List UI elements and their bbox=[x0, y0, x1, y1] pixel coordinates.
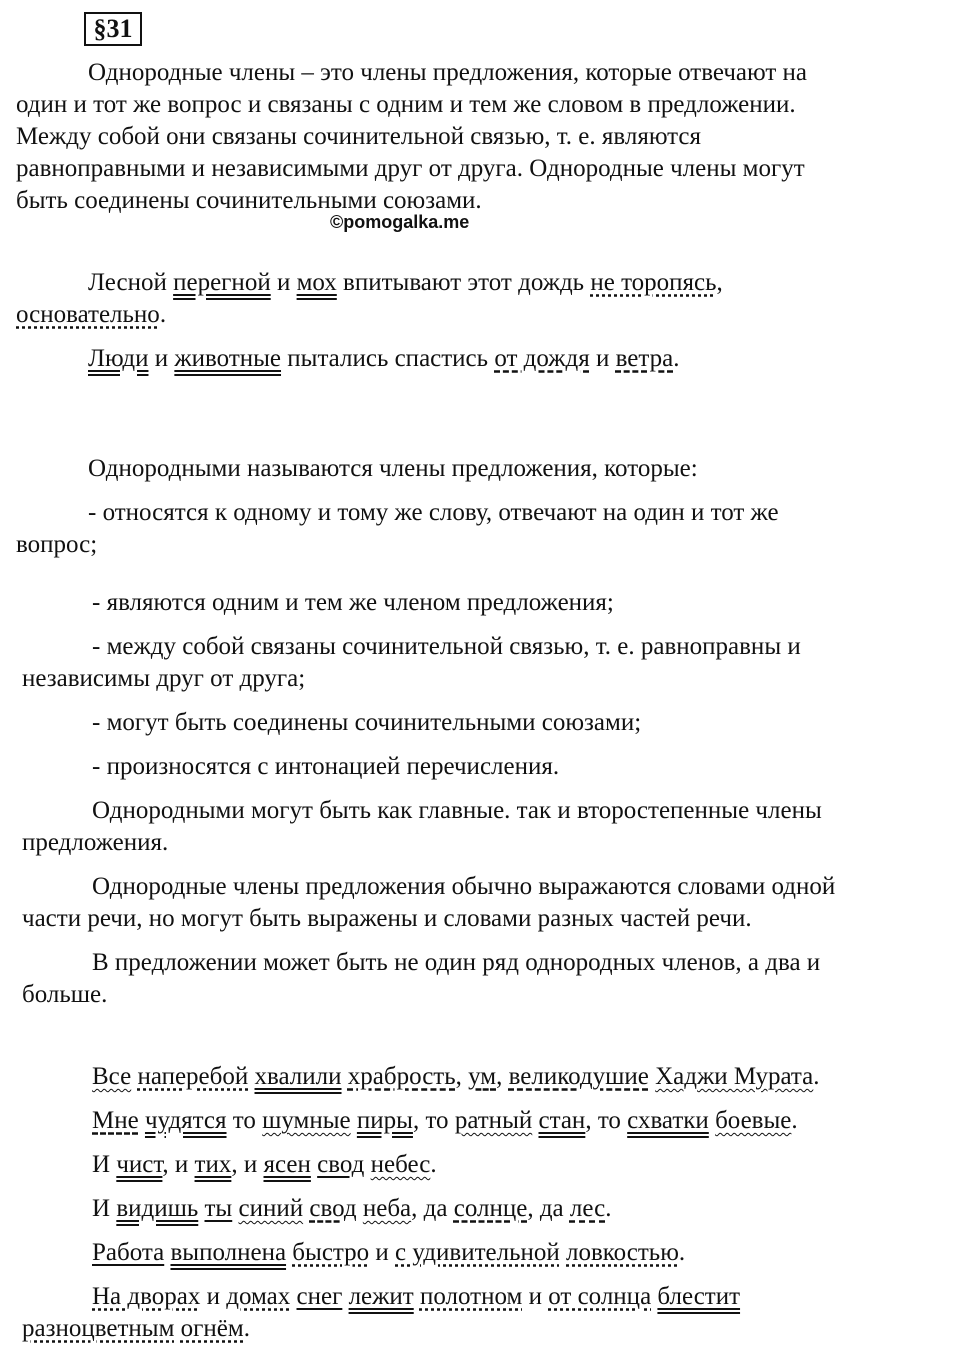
space: . bbox=[430, 1151, 437, 1178]
word-object: от дождя bbox=[494, 345, 590, 372]
paragraph-3-line-2: больше. bbox=[22, 981, 108, 1008]
word-adverbial: ловкостью bbox=[566, 1239, 679, 1266]
word-predicate: видишь bbox=[116, 1195, 199, 1222]
space: . bbox=[791, 1107, 798, 1134]
word: боевые bbox=[715, 1107, 792, 1134]
word-predicate: чудятся bbox=[144, 1107, 227, 1134]
space: И bbox=[92, 1195, 117, 1222]
space: . bbox=[813, 1063, 820, 1090]
word-adverbial: разноцветным bbox=[22, 1315, 175, 1342]
rule-5: - произносятся с интонацией перечисления. bbox=[92, 753, 560, 780]
space: и bbox=[522, 1283, 549, 1310]
word-adverbial: домах bbox=[226, 1283, 291, 1310]
paragraph-1-line-2: предложения. bbox=[22, 829, 169, 856]
space: , да bbox=[527, 1195, 570, 1222]
space: И bbox=[92, 1151, 117, 1178]
word: . bbox=[673, 345, 680, 372]
word-predicate: тих bbox=[194, 1151, 232, 1178]
space: . bbox=[678, 1239, 686, 1266]
word-predicate: чист bbox=[116, 1151, 163, 1178]
sentence-4 bbox=[92, 1194, 611, 1224]
word-object: храбрость bbox=[347, 1063, 456, 1090]
word-subject: Работа bbox=[92, 1239, 165, 1266]
space: , bbox=[455, 1063, 469, 1090]
intro-line-5: быть соединены сочинительными союзами. bbox=[16, 187, 482, 214]
space: , bbox=[496, 1063, 509, 1090]
space: , то bbox=[585, 1107, 628, 1134]
word: и bbox=[270, 269, 297, 296]
word: Хаджи Мурата bbox=[655, 1063, 814, 1090]
word: впитывают этот дождь bbox=[336, 269, 591, 296]
word: Все bbox=[92, 1063, 132, 1090]
word-adverbial: не торопясь bbox=[590, 269, 717, 296]
rules-heading: Однородными называются члены предложения, которые: bbox=[88, 455, 698, 482]
word-object: свод bbox=[309, 1195, 357, 1222]
space: . bbox=[243, 1315, 250, 1342]
sentence-6-line-2 bbox=[22, 1314, 250, 1344]
word-adverbial: основательно bbox=[16, 301, 160, 328]
word-adverbial: с удивительной bbox=[395, 1239, 560, 1266]
word-subject: животные bbox=[174, 345, 282, 372]
rule-1-line-1: - относятся к одному и тому же слову, отвечают на один и тот же bbox=[88, 499, 779, 526]
word: Лесной bbox=[88, 269, 174, 296]
word-object: великодушие bbox=[508, 1063, 649, 1090]
intro-line-2: один и тот же вопрос и связаны с одним и тем же словом в предложении. bbox=[16, 91, 796, 118]
word-adverbial: от солнца bbox=[548, 1283, 652, 1310]
word: и bbox=[148, 345, 175, 372]
sentence-2 bbox=[92, 1106, 798, 1136]
rule-3-line-2: независимы друг от друга; bbox=[22, 665, 306, 692]
word-adverbial: полотном bbox=[419, 1283, 523, 1310]
word: синий bbox=[238, 1195, 304, 1222]
space: , да bbox=[411, 1195, 454, 1222]
word: , bbox=[716, 269, 723, 296]
intro-line-3: Между собой они связаны сочинительной связью, т. е. являются bbox=[16, 123, 702, 150]
example-2 bbox=[88, 344, 679, 374]
word-adverbial: огнём bbox=[180, 1315, 244, 1342]
paragraph-2-line-1: Однородные члены предложения обычно выражаются словами одной bbox=[92, 873, 836, 900]
word-object: солнце bbox=[453, 1195, 528, 1222]
word: неба bbox=[362, 1195, 412, 1222]
word-predicate: блестит bbox=[657, 1283, 741, 1310]
word-predicate: лежит bbox=[348, 1283, 414, 1310]
rule-4: - могут быть соединены сочинительными союзами; bbox=[92, 709, 642, 736]
word: пытались спастись bbox=[281, 345, 495, 372]
sentence-6-line-1 bbox=[92, 1282, 740, 1312]
space: . bbox=[605, 1195, 612, 1222]
word-object: ум bbox=[468, 1063, 497, 1090]
word-predicate: ясен bbox=[263, 1151, 311, 1178]
word-subject: ты bbox=[204, 1195, 233, 1222]
word-subject: мох bbox=[296, 269, 337, 296]
rule-2: - являются одним и тем же членом предложения; bbox=[92, 589, 614, 616]
word: ратный bbox=[454, 1107, 533, 1134]
space: и bbox=[200, 1283, 227, 1310]
word-subject: Люди bbox=[88, 345, 149, 372]
sentence-5 bbox=[92, 1238, 685, 1268]
word: небес bbox=[370, 1151, 431, 1178]
word-object: ветра bbox=[615, 345, 674, 372]
word-subject: схватки bbox=[627, 1107, 709, 1134]
rule-1-line-2: вопрос; bbox=[16, 531, 98, 558]
watermark: ©pomogalka.me bbox=[330, 212, 470, 232]
word-subject: снег bbox=[296, 1283, 343, 1310]
word: наперебой bbox=[137, 1063, 249, 1090]
word-subject: стан bbox=[538, 1107, 586, 1134]
intro-line-1: Однородные члены – это члены предложения, которые отвечают на bbox=[88, 59, 808, 86]
word-object: лес bbox=[569, 1195, 606, 1222]
sentence-1 bbox=[92, 1062, 820, 1092]
section-number: §31 bbox=[84, 12, 142, 46]
rule-3-line-1: - между собой связаны сочинительной связью, т. е. равноправны и bbox=[92, 633, 801, 660]
word: и bbox=[589, 345, 616, 372]
word-adverbial: На дворах bbox=[92, 1283, 201, 1310]
sentence-3 bbox=[92, 1150, 437, 1180]
word-predicate: хвалили bbox=[254, 1063, 342, 1090]
paragraph-1-line-1: Однородными могут быть как главные. так и второстепенные члены bbox=[92, 797, 822, 824]
word-subject: перегной bbox=[173, 269, 271, 296]
space: и bbox=[369, 1239, 396, 1266]
space: то bbox=[226, 1107, 263, 1134]
word-subject: пиры bbox=[356, 1107, 413, 1134]
space: , то bbox=[412, 1107, 455, 1134]
intro-line-4: равноправными и независимыми друг от друга. Однородные члены могут bbox=[16, 155, 805, 182]
space: , и bbox=[231, 1151, 264, 1178]
word: шумные bbox=[262, 1107, 351, 1134]
space: , и bbox=[162, 1151, 195, 1178]
example-1-line-1 bbox=[88, 268, 723, 298]
paragraph-3-line-1: В предложении может быть не один ряд однородных членов, а два и bbox=[92, 949, 821, 976]
word: . bbox=[159, 301, 167, 328]
word-predicate: выполнена bbox=[170, 1239, 287, 1266]
word-subject: свод bbox=[317, 1151, 365, 1178]
paragraph-2-line-2: части речи, но могут быть выражены и словами разных частей речи. bbox=[22, 905, 752, 932]
word: Мне bbox=[92, 1107, 139, 1134]
example-1-line-2 bbox=[16, 300, 166, 330]
word-adverbial: быстро bbox=[292, 1239, 370, 1266]
